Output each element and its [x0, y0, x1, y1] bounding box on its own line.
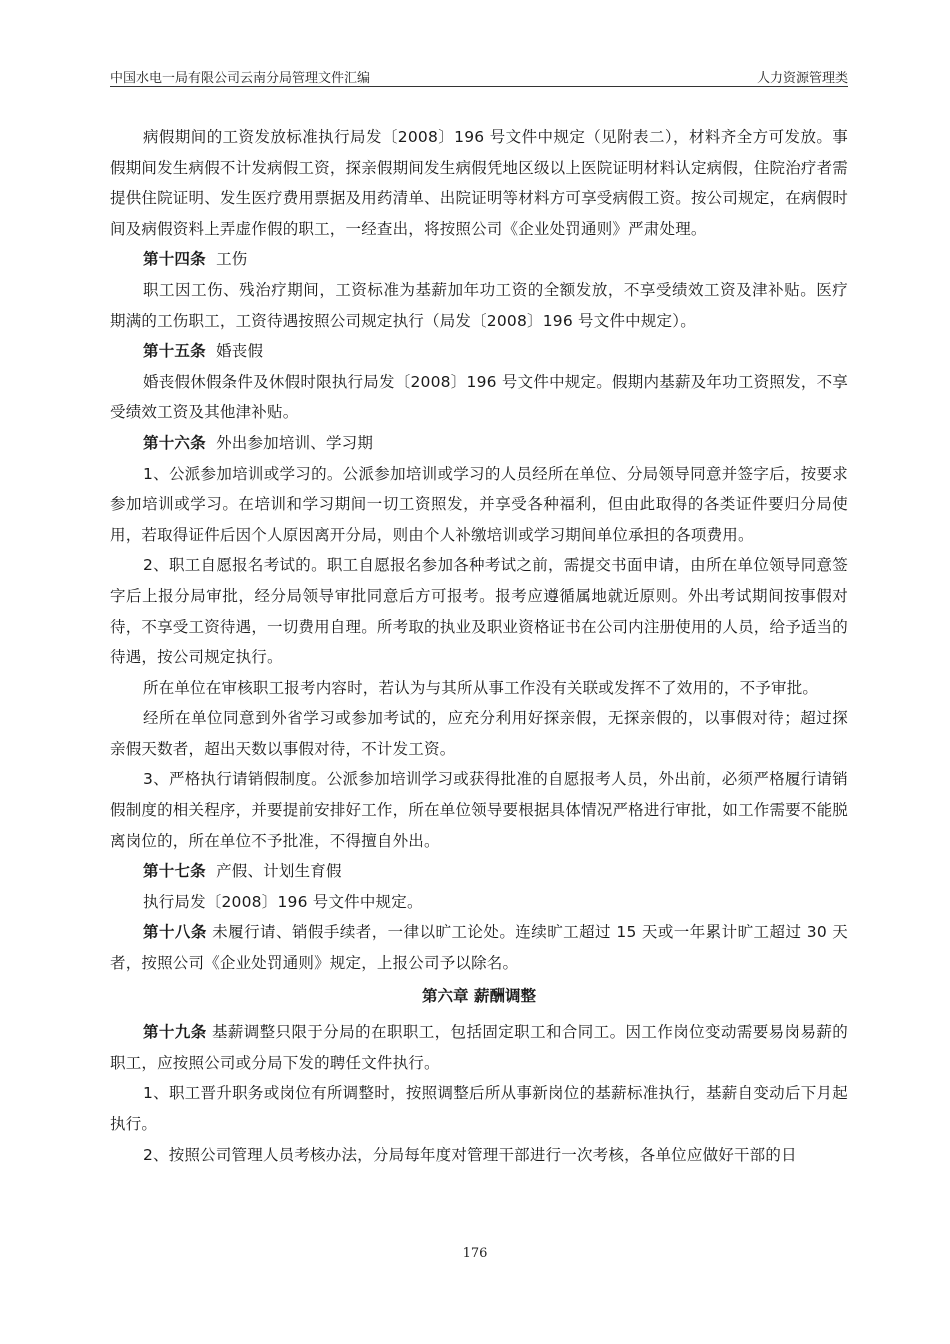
paragraph-training-review: 所在单位在审核职工报考内容时，若认为与其所从事工作没有关联或发挥不了效用的，不予审批。: [143, 678, 819, 697]
paragraph-salary-adjust-1: 1、职工晋升职务或岗位有所调整时，按照调整后所从事新岗位的基薪标准执行，基薪自变动后下月起执行。: [110, 1084, 848, 1133]
paragraph-training-1: 1、公派参加培训或学习的。公派参加培训或学习的人员经所在单位、分局领导同意并签字后，按要求参加培训或学习。在培训和学习期间一切工资照发，并享受各种福利，但由此取得的各类证件要归分局使用，若取得证件后因个人原因离开分局，则由个人补缴培训或学习期间单位承担的各项费用。: [110, 464, 848, 544]
article-19-number: 第十九条: [143, 1023, 207, 1042]
article-15-heading: [110, 336, 848, 367]
paragraph-sick-leave: 病假期间的工资发放标准执行局发〔2008〕196 号文件中规定（见附表二），材料齐全方可发放。事假期间发生病假不计发病假工资，探亲假期间发生病假凭地区级以上医院证明材料认定病假，住院治疗者需提供住院证明、发生医疗费用票据及用药清单、出院证明等材料方可享受病假工资。按公司规定，在病假时间及病假资料上弄虚作假的职工，一经查出，将按照公司《企业处罚通则》严肃处理。: [110, 128, 848, 238]
paragraph-training-2: 2、职工自愿报名考试的。职工自愿报名参加各种考试之前，需提交书面申请，由所在单位领导同意签字后上报分局审批，经分局领导审批同意后方可报考。报考应遵循属地就近原则。外出考试期间按事假对待，不享受工资待遇，一切费用自理。所考取的执业及职业资格证书在公司内注册使用的人员，给予适当的待遇，按公司规定执行。: [110, 556, 848, 667]
page-header: [110, 66, 848, 87]
article-17-title: 产假、计划生育假: [216, 862, 342, 881]
article-17-number: 第十七条: [143, 862, 206, 881]
header-document-title: 中国水电一局有限公司云南分局管理文件汇编: [110, 71, 371, 86]
article-15-number: 第十五条: [143, 342, 206, 361]
page-number: 176: [462, 1246, 488, 1261]
article-19: [110, 1017, 848, 1078]
paragraph-salary-adjust-2: 2、按照公司管理人员考核办法，分局每年度对管理干部进行一次考核，各单位应做好干部的日: [143, 1145, 797, 1164]
article-17-heading: [110, 856, 848, 887]
paragraph-work-injury: 职工因工伤、残治疗期间，工资标准为基薪加年功工资的全额发放，不享受绩效工资及津补贴。医疗期满的工伤职工，工资待遇按照公司规定执行（局发〔2008〕196 号文件中规定）。: [110, 280, 848, 330]
article-18-text: 未履行请、销假手续者，一律以旷工论处。连续旷工超过 15 天或一年累计旷工超过 30 天者，按照公司《企业处罚通则》规定，上报公司予以除名。: [110, 923, 848, 973]
paragraph-training-3: 3、严格执行请销假制度。公派参加培训学习或获得批准的自愿报考人员，外出前，必须严格履行请销假制度的相关程序，并要提前安排好工作，所在单位领导要根据具体情况严格进行审批，如工作需要不能脱离岗位的，所在单位不予批准，不得擅自外出。: [110, 770, 848, 850]
article-16-number: 第十六条: [143, 433, 206, 452]
article-18-number: 第十八条: [143, 923, 207, 942]
article-16-heading: [110, 428, 848, 459]
article-14-number: 第十四条: [143, 250, 206, 269]
article-14-heading: [110, 244, 848, 275]
article-18: [110, 917, 848, 978]
paragraph-training-out-of-province: 经所在单位同意到外省学习或参加考试的，应充分利用好探亲假，无探亲假的，以事假对待；超过探亲假天数者，超出天数以事假对待，不计发工资。: [110, 709, 848, 758]
paragraph-maternity-leave: 执行局发〔2008〕196 号文件中规定。: [143, 892, 423, 911]
article-15-title: 婚丧假: [216, 342, 264, 361]
document-body: [110, 122, 848, 1170]
header-category: 人力资源管理类: [756, 71, 848, 86]
paragraph-marriage-funeral-leave: 婚丧假休假条件及休假时限执行局发〔2008〕196 号文件中规定。假期内基薪及年功工资照发，不享受绩效工资及其他津补贴。: [110, 372, 848, 422]
article-19-text: 基薪调整只限于分局的在职职工，包括固定职工和合同工。因工作岗位变动需要易岗易薪的职工，应按照公司或分局下发的聘任文件执行。: [110, 1023, 848, 1072]
article-14-title: 工伤: [216, 250, 248, 269]
chapter-6-heading: 第六章 薪酬调整: [422, 986, 536, 1005]
article-16-title: 外出参加培训、学习期: [216, 433, 374, 452]
